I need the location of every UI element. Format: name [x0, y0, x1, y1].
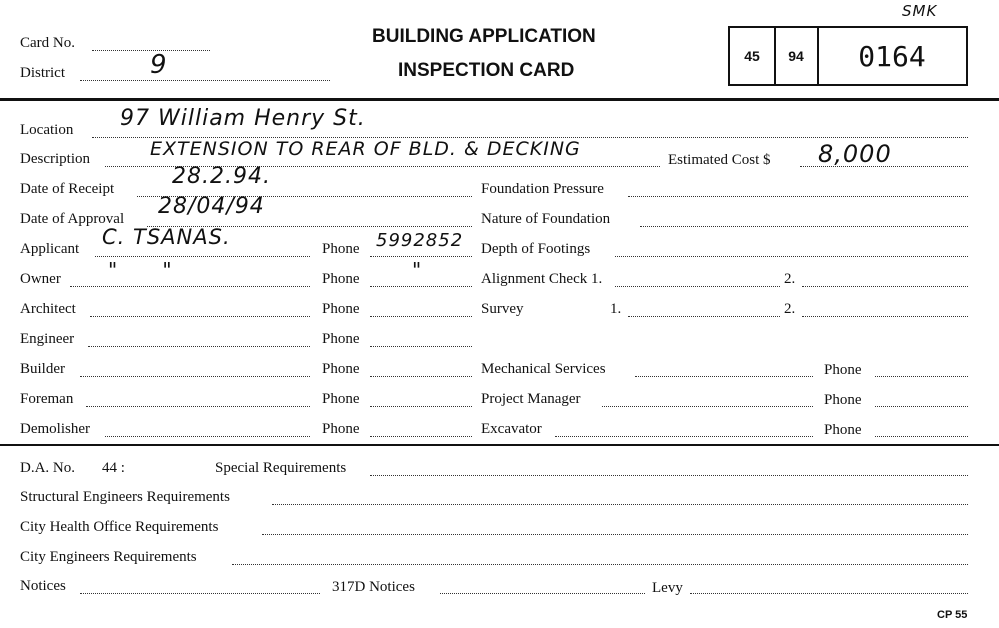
builder-label: Builder [20, 361, 65, 377]
city-engineers-label: City Engineers Requirements [20, 549, 197, 565]
header-rule [0, 98, 999, 101]
date-receipt-label: Date of Receipt [20, 181, 115, 197]
demolisher-phone-line [370, 436, 472, 437]
alignment-1-line [615, 286, 780, 287]
architect-label: Architect [20, 301, 76, 317]
engineer-phone-label: Phone [322, 331, 360, 347]
location-label: Location [20, 122, 74, 138]
survey-1-line [628, 316, 780, 317]
foundation-pressure-line [628, 196, 968, 197]
project-manager-phone-label: Phone [824, 392, 862, 408]
card-no-label: Card No. [20, 35, 75, 51]
structural-line [272, 504, 968, 505]
applicant-value: C. TSANAS. [102, 225, 231, 249]
date-approval-value: 28/04/94 [158, 194, 265, 219]
architect-phone-line [370, 316, 472, 317]
nature-foundation-line [640, 226, 968, 227]
project-manager-phone-line [875, 406, 968, 407]
applicant-phone-label: Phone [322, 241, 360, 257]
project-manager-label: Project Manager [481, 391, 581, 407]
card-number-box [728, 26, 968, 86]
notices-317d-line [440, 593, 645, 594]
nature-foundation-label: Nature of Foundation [481, 211, 611, 227]
notices-317d-label: 317D Notices [332, 579, 415, 595]
engineer-line [88, 346, 310, 347]
foundation-pressure-label: Foundation Pressure [481, 181, 604, 197]
survey-1-label: 1. [610, 301, 622, 317]
health-label: City Health Office Requirements [20, 519, 219, 535]
applicant-line [95, 256, 310, 257]
title-line-1: BUILDING APPLICATION [372, 26, 596, 47]
district-value: 9 [150, 50, 168, 80]
date-receipt-value: 28.2.94. [172, 164, 271, 189]
owner-value: " " [108, 258, 173, 282]
number-prefix-a: 45 [744, 48, 760, 64]
applicant-label: Applicant [20, 241, 80, 257]
title-line-2: INSPECTION CARD [398, 60, 575, 81]
date-approval-label: Date of Approval [20, 211, 125, 227]
number-prefix-b: 94 [788, 48, 804, 64]
district-line [80, 80, 330, 81]
initials: SMK [902, 2, 938, 20]
excavator-phone-line [875, 436, 968, 437]
description-value: EXTENSION TO REAR OF BLD. & DECKING [150, 138, 581, 160]
levy-label: Levy [652, 580, 683, 596]
excavator-phone-label: Phone [824, 422, 862, 438]
foreman-label: Foreman [20, 391, 74, 407]
special-requirements-label: Special Requirements [215, 460, 347, 476]
city-engineers-line [232, 564, 968, 565]
special-requirements-line [370, 475, 968, 476]
form-code: CP 55 [937, 609, 968, 621]
mechanical-line [635, 376, 813, 377]
da-value: 44 : [102, 460, 125, 476]
survey-label: Survey [481, 301, 524, 317]
survey-2-label: 2. [784, 301, 796, 317]
applicant-phone-value: 5992852 [376, 230, 464, 251]
survey-2-line [802, 316, 968, 317]
alignment-check-label: Alignment Check 1. [481, 271, 603, 287]
notices-line [80, 593, 320, 594]
owner-label: Owner [20, 271, 61, 287]
excavator-label: Excavator [481, 421, 542, 437]
project-manager-line [602, 406, 813, 407]
depth-footings-line [615, 256, 968, 257]
demolisher-line [105, 436, 310, 437]
alignment-2-label: 2. [784, 271, 796, 287]
builder-phone-line [370, 376, 472, 377]
demolisher-phone-label: Phone [322, 421, 360, 437]
architect-phone-label: Phone [322, 301, 360, 317]
foreman-line [86, 406, 310, 407]
structural-label: Structural Engineers Requirements [20, 489, 230, 505]
mechanical-phone-line [875, 376, 968, 377]
da-label: D.A. No. [20, 460, 75, 476]
estimated-cost-label: Estimated Cost $ [668, 152, 771, 168]
mechanical-label: Mechanical Services [481, 361, 606, 377]
mechanical-phone-label: Phone [824, 362, 862, 378]
architect-line [90, 316, 310, 317]
alignment-2-line [802, 286, 968, 287]
health-line [262, 534, 968, 535]
owner-phone-line [370, 286, 472, 287]
notices-label: Notices [20, 578, 66, 594]
applicant-phone-line [370, 256, 472, 257]
engineer-label: Engineer [20, 331, 75, 347]
foreman-phone-line [370, 406, 472, 407]
owner-line [70, 286, 310, 287]
district-label: District [20, 65, 65, 81]
levy-line [690, 593, 968, 594]
builder-line [80, 376, 310, 377]
engineer-phone-line [370, 346, 472, 347]
depth-footings-label: Depth of Footings [481, 241, 591, 257]
location-value: 97 William Henry St. [120, 106, 366, 131]
owner-phone-value: " [412, 258, 423, 282]
description-label: Description [20, 151, 90, 167]
estimated-cost-value: 8,000 [818, 140, 892, 168]
owner-phone-label: Phone [322, 271, 360, 287]
demolisher-label: Demolisher [20, 421, 90, 437]
foreman-phone-label: Phone [322, 391, 360, 407]
excavator-line [555, 436, 813, 437]
builder-phone-label: Phone [322, 361, 360, 377]
middle-rule [0, 444, 999, 446]
card-number: 0164 [858, 39, 926, 73]
